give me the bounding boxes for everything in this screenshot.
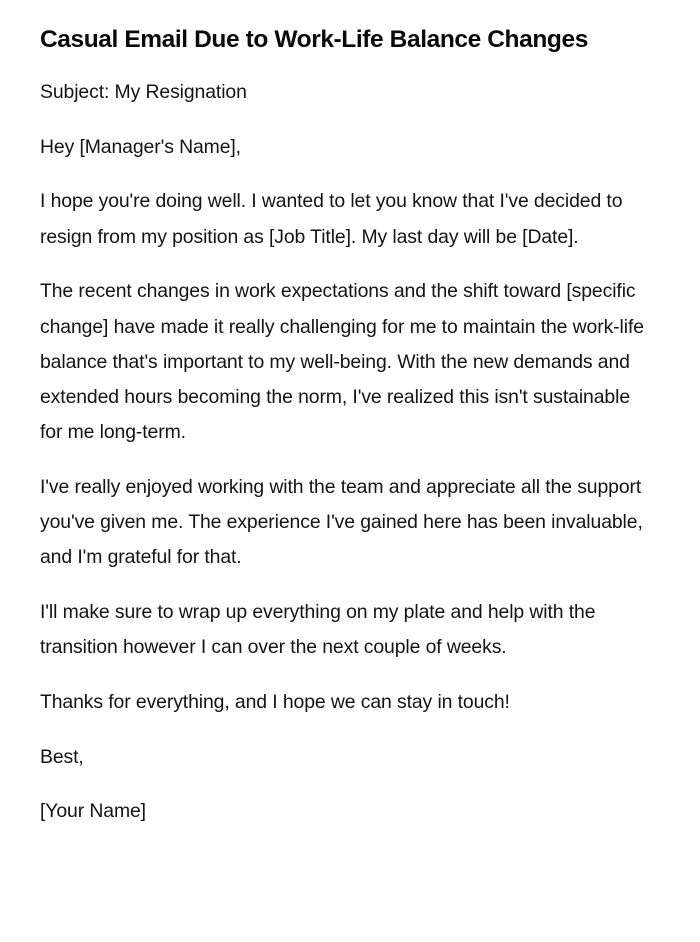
email-paragraph-intro: I hope you're doing well. I wanted to let you know that I've decided to resign from my position as [Job Title]. My last day will be [Date]. <box>40 190 623 248</box>
email-paragraph-appreciation: I've really enjoyed working with the team and appreciate all the support you've given me. The experience I've gained here has been invaluable, and I'm grateful for that. <box>40 475 643 569</box>
email-subject: Subject: My Resignation <box>40 81 247 103</box>
document-title: Casual Email Due to Work-Life Balance Changes <box>40 26 588 53</box>
email-document <box>40 22 650 849</box>
email-greeting: Hey [Manager's Name], <box>40 135 241 158</box>
email-paragraph-reason: The recent changes in work expectations and the shift toward [specific change] have made it really challenging for me to maintain the work-life balance that's important to my well-being. With the new demands and extended hours becoming the norm, I've realized this isn't sustainable for me long-term. <box>40 280 644 444</box>
email-signature: [Your Name] <box>40 800 146 823</box>
email-paragraph-transition: I'll make sure to wrap up everything on my plate and help with the transition however I can over the next couple of weeks. <box>40 600 596 659</box>
email-paragraph-thanks: Thanks for everything, and I hope we can stay in touch! <box>40 690 510 713</box>
email-closing: Best, <box>40 745 84 768</box>
